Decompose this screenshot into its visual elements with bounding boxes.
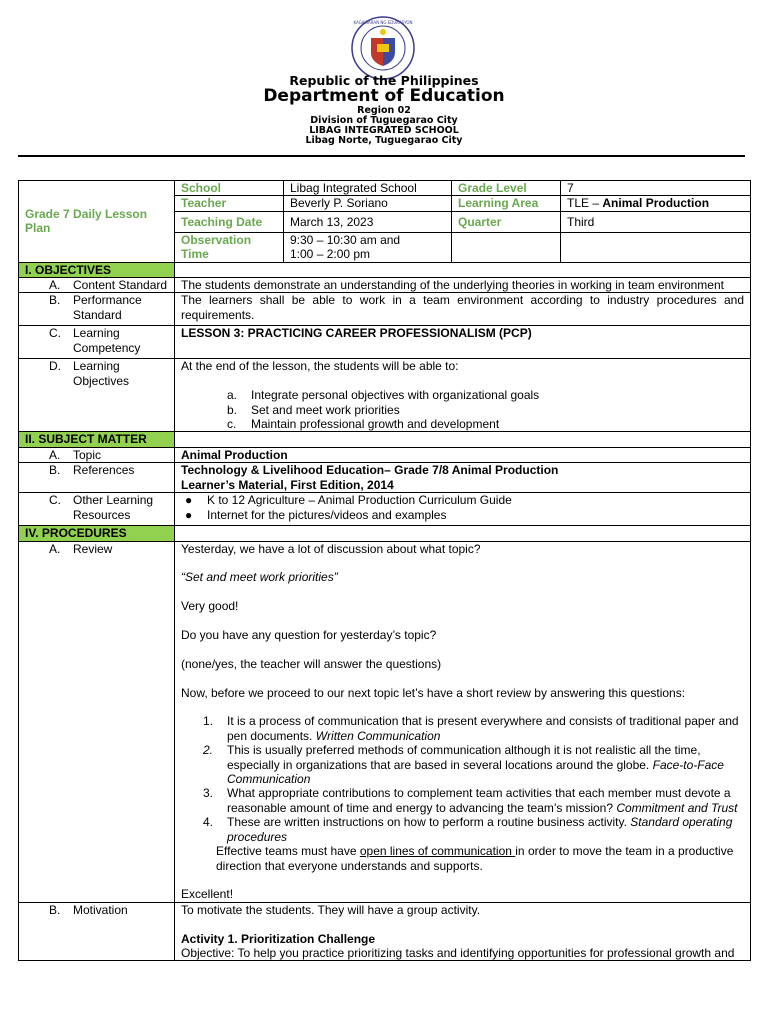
grade-label: Grade Level bbox=[452, 181, 561, 196]
school-value: Libag Integrated School bbox=[284, 181, 452, 196]
school-address: Libag Norte, Tuguegarao City bbox=[305, 135, 463, 146]
other-resources-label: Other Learning Resources bbox=[73, 493, 154, 522]
list-item: c. Maintain professional growth and development bbox=[227, 417, 500, 432]
topic-value: Animal Production bbox=[175, 447, 751, 462]
performance-standard-label: Performance Standard bbox=[73, 293, 142, 322]
review-question: 1. It is a process of communication that is present everywhere and consists of traditional paper and pen documents. Written Communication bbox=[203, 714, 739, 743]
motivation-cell: To motivate the students. They will have a group activity. Activity 1. Prioritization Challenge Objective: To help you practice prioritizing tasks and identifying opportunities for professional growth and bbox=[175, 902, 751, 961]
date-value: March 13, 2023 bbox=[284, 211, 452, 232]
list-item: ● K to 12 Agriculture – Animal Production Curriculum Guide bbox=[185, 493, 512, 508]
plan-title: Grade 7 Daily Lesson Plan bbox=[19, 181, 175, 263]
country-name: Republic of the Philippines bbox=[289, 73, 479, 88]
deped-seal-icon bbox=[351, 16, 415, 80]
list-item: ● Internet for the pictures/videos and examples bbox=[185, 507, 447, 522]
content-standard-text: The students demonstrate an understanding of the underlying theories in working in team environment bbox=[175, 278, 751, 293]
objectives-heading: I. OBJECTIVES bbox=[19, 262, 175, 277]
review-cell: Yesterday, we have a lot of discussion about what topic? “Set and meet work priorities” Very good! Do you have any question for yesterday’s topic? (none/yes, the teacher will answer the questions) Now, before we proceed to our next topic let’s have a short review by answering this questions: 1. It is a process of communication that is present everywhere and consists of traditional paper and pen documents. Written Communication 2. This is usually preferred methods of communication although it is not realistic all the time, especially in organizations that are based in several locations around the globe. Face-to-Face Communication 3. What appropriate contributions to complement team activities that each member must devote a reasonable amount of time and energy to advancing the team’s mission? Commitment and Trust 4. These are written instructions on how to perform a routine business activity. Standard operating procedures Effective teams must have open lines of communication in order to move the team in a productive direction that everyone understands and supports. Excellent! bbox=[175, 541, 751, 902]
school-label: School bbox=[175, 181, 284, 196]
learning-objectives-label: Learning Objectives bbox=[73, 359, 130, 388]
motivation-label: Motivation bbox=[73, 902, 128, 917]
svg-text:KAGAWARAN NG EDUKASYON: KAGAWARAN NG EDUKASYON bbox=[353, 20, 413, 25]
list-item: b. Set and meet work priorities bbox=[227, 402, 400, 417]
list-item: a. Integrate personal objectives with organizational goals bbox=[227, 388, 540, 403]
topic-label: Topic bbox=[73, 447, 102, 462]
quarter-label: Quarter bbox=[452, 211, 561, 232]
review-question: 3. What appropriate contributions to complement team activities that each member must devote a reasonable amount of time and energy to advancing the team’s mission? Commitment and Trust bbox=[203, 786, 738, 815]
review-question: 2. This is usually preferred methods of communication although it is not realistic all the time, especially in organizations that are based in several locations around the globe. Face-to-Face Communication bbox=[203, 743, 724, 787]
performance-standard-text: The learners shall be able to work in a team environment according to industry procedures and requirements. bbox=[175, 293, 751, 326]
other-resources-list bbox=[175, 493, 751, 526]
department-name: Department of Education bbox=[263, 86, 505, 106]
region: Region 02 bbox=[357, 105, 411, 116]
teacher-label: Teacher bbox=[175, 196, 284, 211]
effective-teams-note: Effective teams must have open lines of communication in order to move the team in a productive direction that everyone understands and supports. bbox=[216, 844, 734, 873]
division: Division of Tuguegarao City bbox=[310, 115, 458, 126]
school-name: LIBAG INTEGRATED SCHOOL bbox=[309, 125, 459, 136]
area-label: Learning Area bbox=[452, 196, 561, 211]
references-label: References bbox=[73, 463, 135, 478]
references-value: Technology & Livelihood Education– Grade 7/8 Animal Production Learner’s Material, First Edition, 2014 bbox=[175, 463, 751, 493]
header-divider bbox=[18, 155, 745, 157]
observation-value: 9:30 – 10:30 am and 1:00 – 2:00 pm bbox=[284, 232, 452, 262]
review-question: 4. These are written instructions on how to perform a routine business activity. Standard operating procedures bbox=[203, 815, 733, 844]
learning-competency-text: LESSON 3: PRACTICING CAREER PROFESSIONALISM (PCP) bbox=[175, 326, 751, 359]
learning-competency-label: Learning Competency bbox=[73, 326, 141, 355]
quarter-value: Third bbox=[561, 211, 751, 232]
procedures-heading: IV. PROCEDURES bbox=[19, 526, 175, 541]
subject-heading: II. SUBJECT MATTER bbox=[19, 432, 175, 447]
area-value: TLE – Animal Production bbox=[561, 196, 751, 211]
review-label: Review bbox=[73, 541, 113, 556]
grade-value: 7 bbox=[561, 181, 751, 196]
teacher-value: Beverly P. Soriano bbox=[284, 196, 452, 211]
date-label: Teaching Date bbox=[175, 211, 284, 232]
observation-label: Observation Time bbox=[175, 232, 284, 262]
lesson-plan-table: Grade 7 Daily Lesson Plan School Libag Integrated School Grade Level 7 Teacher Beverly P. Soriano Learning Area TLE – Animal Production Teaching Date March 13, 2023 Quarter Third Observation Time 9:30 – 10:30 am and 1:00 – 2:00 pm I. OBJECTIVES A. Content Standard The students demonstrate an understanding of the underlying theories in working in team environment B. Performance Standard The learners shall be able to work in a team environment according to industry procedures and requirements. C. Learning Competency LESSON 3: PRACTICING CAREER PROFESSIONALISM (PCP) D. Learning Objectives At the end of the lesson, the students will be able to: a. Integrate personal objectives with organizational goals b. Set and meet work priorities c. Maintain professional growth and development II. SUBJECT MATTER A. Topic Animal Production B. References Technology & Livelihood Education– Grade 7/8 Animal Production Learner’s Material, First Edition, 2014 C. Other Learning Resources ● K to 12 Agriculture – Animal Production Curriculum Guide ● Internet for the pictures/videos and examples IV. PROCEDURES A. Review Yesterday, we have a lot of discussion about what topic? “Set and meet work priorities” Very good! Do you have any question for yesterday’s topic? (none/yes, the teacher will answer the questions) Now, before we proceed to our next topic let’s have a short review by answering this questions: 1. It is a process of communication that is present everywhere and consists of traditional paper and pen documents. Written Communication 2. This is usually preferred methods of communication although it is not realistic all the time, especially in organizations that are based in several locations around the globe. Face-to-Face Communication 3. What appropriate contributions to complement team activities that each member must devote a reasonable amount of time and energy to advancing the team’s mission? Commitment and Trust 4. These are written instructions on how to perform a routine business activity. Standard operating procedures Effective teams must have open lines of communication in order to move the team in a productive direction that everyone understands and supports. Excellent! B. Motivation To motivate the students. They will have a group activity. Activity 1. Prioritization Challenge Objective: To help you practice prioritizing tasks and identifying opportunities for professional growth and bbox=[18, 180, 751, 961]
learning-objectives-cell: At the end of the lesson, the students will be able to: a. Integrate personal objectives with organizational goals b. Set and meet work priorities c. Maintain professional growth and development bbox=[175, 359, 751, 432]
content-standard-label: Content Standard bbox=[73, 278, 168, 293]
